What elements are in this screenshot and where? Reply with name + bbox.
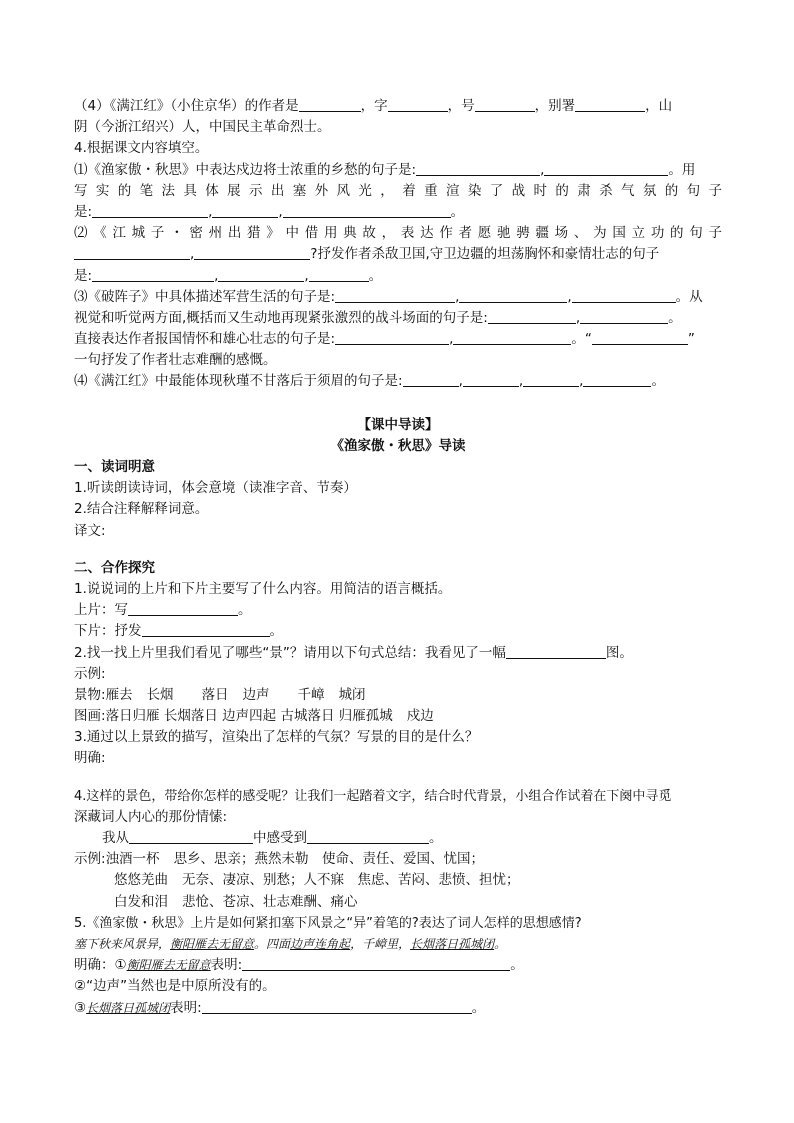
ex-value: 思乡、思亲；燕然未勒 使命、责任、爱国、忧国； (173, 851, 485, 868)
ex-label: 示例: (74, 851, 106, 868)
period: 。 (471, 999, 486, 1016)
s2-item-4-line-2: 深藏词人内心的那份情愫: (74, 808, 228, 825)
blank-art-name[interactable] (475, 97, 535, 112)
blank[interactable] (453, 330, 571, 345)
fill-1-line-1: ⑴《渔家傲・秋思》中表达戍边将士浓重的乡愁的句子是: , 。用 (74, 161, 696, 178)
fill-text: 是: (74, 267, 93, 284)
s1-translation: 译文: (74, 522, 106, 539)
hw-text: 塞下秋来风景异， (74, 936, 171, 951)
blank[interactable] (488, 309, 576, 324)
blank-feel[interactable] (307, 829, 429, 844)
answer-3-quote: 长烟落日孤城闭 (86, 1000, 171, 1015)
q4-text: ，别署 (534, 98, 576, 114)
blank-lower[interactable] (142, 622, 270, 637)
fill-2-line-1: ⑵《江城子・密州出猎》中借用典故，表达作者愿驰骋疆场、为国立功的句子 (74, 225, 722, 242)
blank-picture[interactable] (506, 644, 606, 659)
answer-2: ②“边声”当然也是中原所没有的。 (74, 978, 276, 995)
fill-text: 视觉和听觉两方面,概括而又生动地再现紧张激烈的战斗场面的句子是: (74, 309, 488, 326)
ex-value: 无奈、凄凉、别愁；人不寐 焦虑、苦闷、悲愤、担忧； (182, 872, 520, 889)
jingwu-item: 落日 (201, 686, 229, 703)
fill-heading: 4.根据课文内容填空。 (74, 140, 209, 157)
jingwu-item: 长烟 (146, 686, 174, 703)
hw-underlined: 边声连角起 (290, 936, 351, 951)
s2-item-2-end: 图。 (605, 644, 633, 661)
ex-value: 悲怆、苍凉、壮志难酬、痛心 (182, 893, 358, 910)
blank[interactable] (218, 267, 304, 282)
s1-item-2: 2.结合注释解释词意。 (74, 501, 209, 518)
ex-row-3 (74, 892, 722, 913)
fill-text: 。用 (668, 161, 696, 178)
blank[interactable] (572, 288, 676, 303)
fill-text: ⑶《破阵子》中具体描述军营生活的句子是: (74, 288, 336, 305)
example-label: 示例: (74, 665, 106, 682)
s2-item-4-prompt (74, 828, 722, 849)
s2-item-1: 1.说说词的上片和下片主要写了什么内容。用简洁的语言概括。 (74, 580, 452, 597)
blank[interactable] (92, 203, 208, 218)
period: 。 (269, 623, 283, 640)
tuhua-item: 长烟落日 (163, 708, 218, 725)
section-subtitle: 《渔家傲・秋思》导读 (330, 437, 466, 454)
blank-upper[interactable] (128, 601, 238, 616)
jingwu-item: 城闭 (338, 686, 366, 703)
fill-2-line-2: , ?抒发作者杀敌卫国,守卫边疆的坦荡胸怀和豪情壮志的句子 (74, 244, 722, 265)
ex-key: 浊酒一杯 (105, 851, 160, 868)
worksheet-page (74, 96, 722, 1019)
ex-key: 白发和泪 (114, 893, 168, 910)
q4-text: （4）《满江红》（小住京华）的作者是 (74, 98, 299, 114)
blank-answer-3[interactable] (202, 999, 472, 1014)
hw-text: 。四面 (254, 936, 291, 951)
period: 。 (450, 203, 465, 220)
q4-line-1 (74, 96, 722, 117)
blank[interactable] (403, 372, 459, 387)
fill-text: ” (687, 331, 695, 348)
s1-item-1: 1.听读朗读诗词，体会意境（读准字音、节奏） (74, 480, 357, 497)
jingwu-item: 雁去 (105, 686, 133, 703)
tuhua-item: 边声四起 (222, 708, 277, 725)
fill-1-line-2: 写实的笔法具体展示出塞外风光，着重渲染了战时的肃杀气氛的句子 (74, 182, 722, 199)
blank-author[interactable] (299, 97, 361, 112)
s2-item-4-line-1: 4.这样的景色，带给你怎样的感受呢？让我们一起踏着文字，结合时代背景，小组合作试着在下阕中寻觅 (74, 788, 672, 804)
fill-text: ?抒发作者杀敌卫国,守卫边疆的坦荡胸怀和豪情壮志的句子 (310, 246, 660, 263)
blank[interactable] (544, 161, 668, 176)
period: 。 (668, 309, 682, 326)
blank-answer-1[interactable] (242, 956, 510, 971)
tuhua-item: 落日归雁 (105, 708, 160, 725)
answer-3-post: 表明: (170, 999, 202, 1016)
fill-text: 是: (74, 203, 93, 220)
tuhua-item: 归雁孤城 (338, 708, 393, 725)
answer-1 (74, 955, 722, 976)
s2-item-2-text: 2.找一找上片里我们看见了哪些“景”？请用以下句式总结：我看见了一幅 (74, 644, 506, 661)
blank[interactable] (335, 288, 455, 303)
ex-row-2 (74, 870, 722, 891)
hw-text: 。 (494, 936, 507, 951)
hw-text: ，千嶂里， (350, 936, 411, 951)
fill-text: 直接表达作者报国情怀和雄心壮志的句子是: (74, 331, 336, 348)
answer-1-quote: 衡阳雁去无留意 (126, 958, 211, 973)
tuhua-item: 古城落日 (280, 708, 335, 725)
period: 。 (510, 957, 524, 974)
tuhua-item: 戍边 (406, 708, 434, 725)
period: 。 (651, 373, 665, 390)
jingwu-item: 边声 (242, 686, 270, 703)
ex-row-1 (74, 849, 722, 870)
period: 。 (368, 267, 383, 284)
hw-underlined: 长烟落日孤城闭 (410, 936, 495, 951)
s2-item-5: 5.《渔家傲・秋思》上片是如何紧扣塞下风景之“异”着笔的?表达了词人怎样的思想感情? (74, 915, 582, 931)
s1-heading: 一、读词明意 (74, 459, 155, 475)
blank-pseudonym[interactable] (575, 97, 645, 112)
q4-line-2: 阴（今浙江绍兴）人，中国民主革命烈士。 (74, 119, 331, 136)
blank[interactable] (92, 267, 214, 282)
ex-key: 悠悠羌曲 (114, 872, 168, 889)
blank[interactable] (309, 267, 369, 282)
period: 。 (429, 830, 443, 846)
wocong-label: 我从 (102, 830, 129, 846)
blank[interactable] (74, 245, 190, 260)
blank-from[interactable] (129, 829, 253, 844)
answer-1-post: 表明: (210, 957, 243, 974)
period: 。 (238, 602, 252, 619)
blank[interactable] (459, 288, 567, 303)
fill-text: ⑷《满江红》中最能体现秋瑾不甘落后于须眉的句子是: (74, 373, 403, 390)
answer-1-pre: 明确：① (74, 957, 127, 974)
s2-item-3-answer: 明确: (74, 750, 106, 767)
s2-upper (74, 600, 722, 621)
zhonggan-label: 中感受到 (253, 830, 307, 846)
s2-item-3: 3.通过以上景致的描写，渲染出了怎样的气氛？写景的目的是什么？ (74, 729, 479, 746)
hw-underlined: 衡阳雁去无留意 (170, 936, 255, 951)
fill-3-line-4: 一句抒发了作者壮志难酬的感慨。 (74, 352, 277, 369)
blank[interactable] (523, 372, 579, 387)
s2-upper-label: 上片：写 (74, 602, 128, 619)
blank[interactable] (463, 372, 519, 387)
blank[interactable] (194, 245, 310, 260)
blank[interactable] (416, 161, 540, 176)
s2-lower-label: 下片：抒发 (74, 623, 142, 640)
fill-text: 。从 (675, 288, 703, 305)
tuhua-row (74, 706, 722, 727)
answer-3-pre: ③ (74, 999, 87, 1016)
jingwu-row (74, 685, 722, 706)
fill-2-line-3: 是: , , 。 (74, 267, 383, 284)
q4-text: ，山 (645, 98, 673, 114)
blank[interactable] (212, 203, 278, 218)
q4-text: ，号 (447, 98, 475, 114)
section-title: 【课中导读】 (357, 416, 439, 433)
fill-text: ⑴《渔家傲・秋思》中表达戍边将士浓重的乡愁的句子是: (74, 161, 417, 178)
answer-3 (74, 998, 722, 1019)
q4-text: ，字 (360, 98, 388, 114)
tuhua-label: 图画: (74, 708, 106, 725)
fill-4-line-1: ⑷《满江红》中最能体现秋瑾不甘落后于须眉的句子是: , , , 。 (74, 373, 665, 390)
s2-item-2 (74, 643, 722, 664)
blank[interactable] (583, 372, 651, 387)
blank[interactable] (283, 203, 451, 218)
s2-heading: 二、合作探究 (74, 559, 155, 576)
s2-lower (74, 621, 722, 642)
fill-3-line-2: 视觉和听觉两方面,概括而又生动地再现紧张激烈的战斗场面的句子是: , 。 (74, 309, 682, 326)
fill-1-line-3: 是: , , 。 (74, 203, 465, 220)
blank[interactable] (335, 330, 449, 345)
fill-3-line-3: 直接表达作者报国情怀和雄心壮志的句子是: , 。“ ” (74, 331, 695, 348)
blank-courtesy-name[interactable] (388, 97, 448, 112)
blank[interactable] (592, 330, 688, 345)
handwritten-quote (74, 934, 722, 955)
jingwu-item: 千嶂 (297, 686, 325, 703)
fill-text: 。“ (571, 331, 592, 348)
jingwu-label: 景物: (74, 686, 106, 703)
fill-3-line-1: ⑶《破阵子》中具体描述军营生活的句子是: , , 。从 (74, 288, 703, 305)
blank[interactable] (580, 309, 668, 324)
